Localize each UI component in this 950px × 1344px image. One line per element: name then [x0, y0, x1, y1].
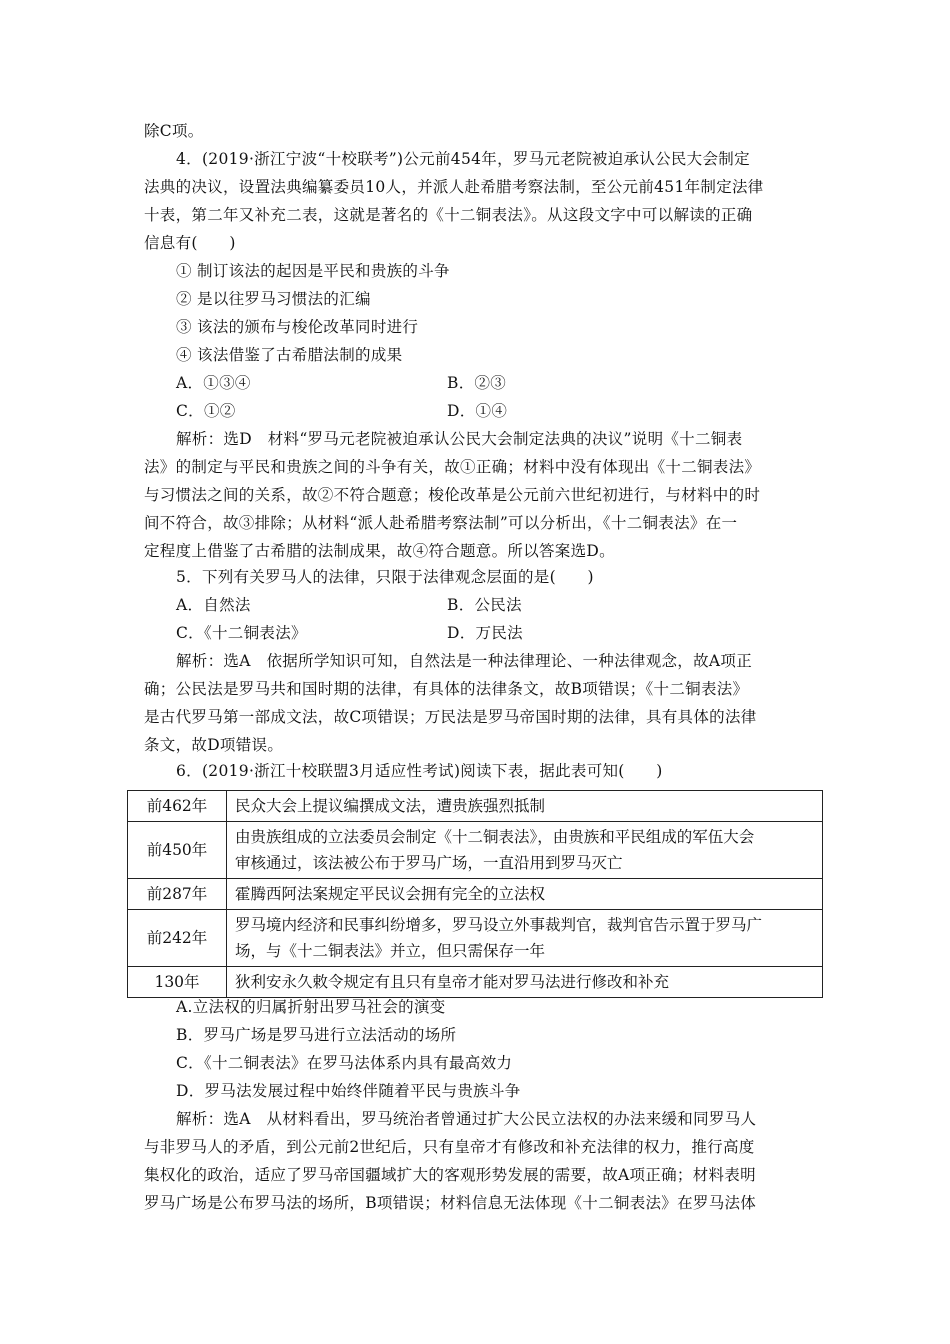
year-cell: 前287年 — [128, 879, 227, 910]
option-d: D．①④ — [447, 402, 508, 420]
year-cell: 前242年 — [128, 910, 227, 967]
option-b: B．②③ — [447, 374, 507, 392]
year-cell: 130年 — [128, 967, 227, 998]
analysis-text: 间不符合，故③排除；从材料“派人赴希腊考察法制”可以分析出，《十二铜表法》在一 — [144, 514, 738, 532]
analysis-text: 与习惯法之间的关系，故②不符合题意；梭伦改革是公元前六世纪初进行，与材料中的时 — [144, 486, 761, 504]
event-text: 审核通过，该法被公布于罗马广场，一直沿用到罗马灭亡 — [235, 854, 623, 872]
question-4-stem: 信息有( ) — [144, 234, 236, 252]
question-4-stem: 法典的决议，设置法典编纂委员10人，并派人赴希腊考察法制，至公元前451年制定法律 — [144, 178, 764, 196]
option-c: C．《十二铜表法》 — [176, 624, 307, 642]
question-6-stem: 6．(2019·浙江十校联盟3月适应性考试)阅读下表，据此表可知( ) — [176, 762, 663, 780]
year-cell: 前450年 — [128, 822, 227, 879]
analysis-text: 法》的制定与平民和贵族之间的斗争有关，故①正确；材料中没有体现出《十二铜表法》 — [144, 458, 761, 476]
analysis-text: 解析：选A 依据所学知识可知，自然法是一种法律理论、一种法律观念，故A项正 — [176, 652, 752, 670]
statement-3: ③ 该法的颁布与梭伦改革同时进行 — [176, 318, 419, 336]
option-a: A．①③④ — [176, 374, 251, 392]
option-d: D．万民法 — [447, 624, 523, 642]
year-cell: 前462年 — [128, 791, 227, 822]
table-row — [128, 791, 823, 822]
option-d: D．罗马法发展过程中始终伴随着平民与贵族斗争 — [176, 1082, 521, 1100]
analysis-text: 解析：选A 从材料看出，罗马统治者曾通过扩大公民立法权的办法来缓和同罗马人 — [176, 1110, 757, 1128]
event-text: 民众大会上提议编撰成文法，遭贵族强烈抵制 — [235, 797, 546, 815]
statement-4: ④ 该法借鉴了古希腊法制的成果 — [176, 346, 403, 364]
statement-1: ① 制订该法的起因是平民和贵族的斗争 — [176, 262, 450, 280]
event-cell — [227, 967, 823, 998]
event-text: 场，与《十二铜表法》并立，但只需保存一年 — [235, 942, 546, 960]
analysis-text: 罗马广场是公布罗马法的场所，B项错误；材料信息无法体现《十二铜表法》在罗马法体 — [144, 1194, 757, 1212]
table-row — [128, 910, 823, 967]
analysis-text: 是古代罗马第一部成文法，故C项错误；万民法是罗马帝国时期的法律，具有具体的法律 — [144, 708, 757, 726]
analysis-text: 解析：选D 材料“罗马元老院被迫承认公民大会制定法典的决议”说明《十二铜表 — [176, 430, 743, 448]
analysis-text: 定程度上借鉴了古希腊的法制成果，故④符合题意。所以答案选D。 — [144, 542, 615, 560]
question-4-stem: 十表，第二年又补充二表，这就是著名的《十二铜表法》。从这段文字中可以解读的正确 — [144, 206, 753, 224]
question-5-stem: 5．下列有关罗马人的法律，只限于法律观念层面的是( ) — [176, 568, 594, 586]
event-cell — [227, 910, 823, 967]
event-text: 狄利安永久敕令规定有且只有皇帝才能对罗马法进行修改和补充 — [235, 973, 670, 991]
history-table — [127, 790, 823, 998]
event-text: 霍腾西阿法案规定平民议会拥有完全的立法权 — [235, 885, 546, 903]
option-a: A.立法权的归属折射出罗马社会的演变 — [176, 998, 446, 1016]
statement-2: ② 是以往罗马习惯法的汇编 — [176, 290, 371, 308]
event-cell — [227, 879, 823, 910]
table-row — [128, 879, 823, 910]
option-b: B．罗马广场是罗马进行立法活动的场所 — [176, 1026, 457, 1044]
question-4-stem: 4．(2019·浙江宁波“十校联考”)公元前454年，罗马元老院被迫承认公民大会制定 — [176, 150, 750, 168]
option-b: B．公民法 — [447, 596, 522, 614]
event-cell — [227, 791, 823, 822]
option-c: C．《十二铜表法》在罗马法体系内具有最高效力 — [176, 1054, 513, 1072]
text-line: 除C项。 — [144, 122, 204, 140]
analysis-text: 确；公民法是罗马共和国时期的法律，有具体的法律条文，故B项错误；《十二铜表法》 — [144, 680, 749, 698]
option-c: C．①② — [176, 402, 236, 420]
analysis-text: 与非罗马人的矛盾，到公元前2世纪后，只有皇帝才有修改和补充法律的权力，推行高度 — [144, 1138, 755, 1156]
analysis-text: 条文，故D项错误。 — [144, 736, 284, 754]
event-text: 罗马境内经济和民事纠纷增多，罗马设立外事裁判官，裁判官告示置于罗马广 — [235, 916, 763, 934]
event-text: 由贵族组成的立法委员会制定《十二铜表法》，由贵族和平民组成的军伍大会 — [235, 828, 755, 846]
event-cell — [227, 822, 823, 879]
table-row — [128, 967, 823, 998]
option-a: A．自然法 — [176, 596, 251, 614]
table-row — [128, 822, 823, 879]
analysis-text: 集权化的政治，适应了罗马帝国疆域扩大的客观形势发展的需要，故A项正确；材料表明 — [144, 1166, 756, 1184]
